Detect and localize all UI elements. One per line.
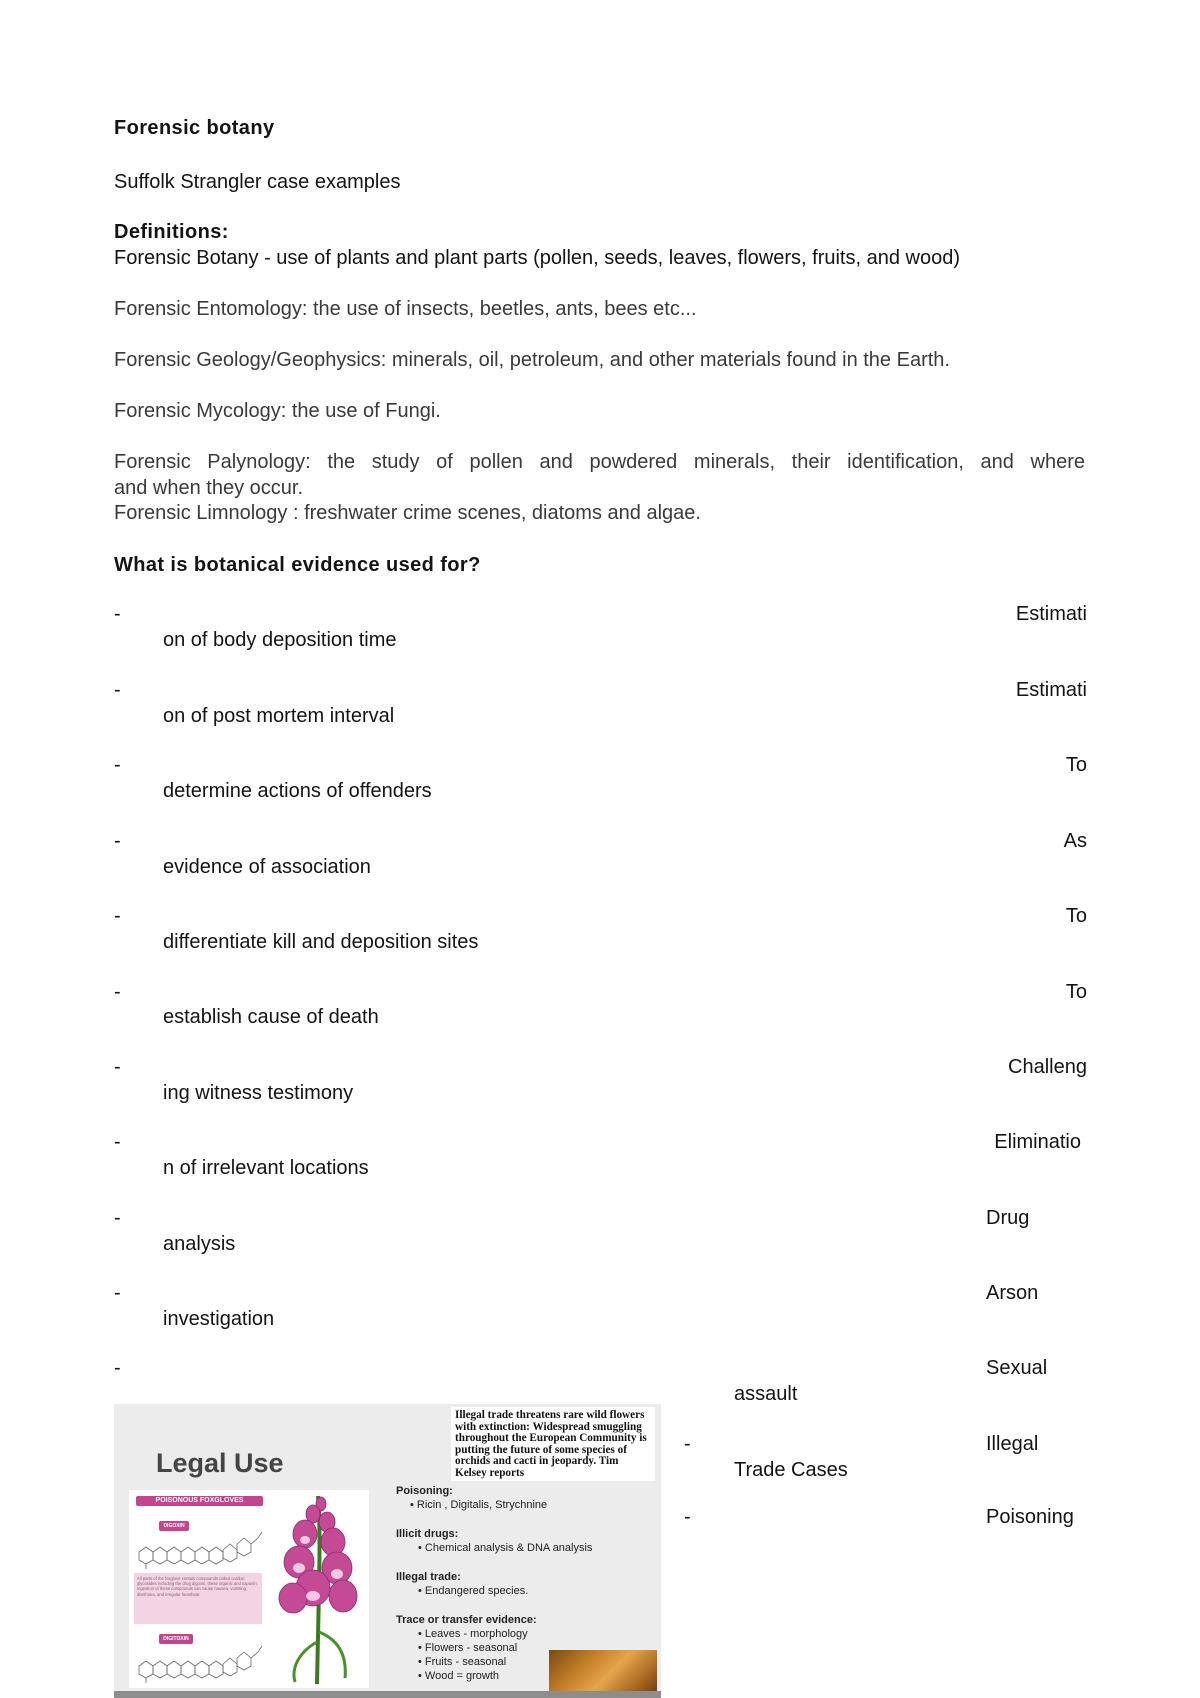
item-tail: analysis	[163, 1233, 236, 1255]
item-tail: establish cause of death	[163, 1006, 379, 1028]
item-head: Estimati	[1015, 603, 1087, 625]
definition-palynology-line2: and when they occur.	[114, 477, 304, 499]
molecule-structure-icon	[134, 1642, 264, 1684]
bullet-dash: -	[114, 830, 121, 852]
bullet-dash: -	[114, 679, 121, 701]
item-tail: on of body deposition time	[163, 629, 397, 651]
item-head: To	[1065, 981, 1087, 1003]
item-tail: investigation	[163, 1308, 275, 1330]
item-head: Estimati	[1015, 679, 1087, 701]
bullet-dash: -	[684, 1506, 691, 1528]
section-item: • Wood = growth	[418, 1670, 500, 1682]
section-item: • Flowers - seasonal	[418, 1642, 518, 1654]
page-title: Forensic botany	[114, 117, 275, 139]
bullet-dash: -	[114, 603, 121, 625]
section-item: • Endangered species.	[418, 1585, 529, 1597]
legal-use-slide	[114, 1404, 661, 1698]
item-head: To	[1065, 754, 1087, 776]
slide-bottom-bar	[114, 1691, 661, 1698]
bullet-dash: -	[684, 1433, 691, 1455]
newspaper-clipping: Illegal trade threatens rare wild flowers with extinction: Widespread smuggling throughout the European Community is putting the future of some species of orchids and cacti in jeopardy. Tim Kelsey reports	[451, 1407, 655, 1481]
poisonous-foxgloves-label: POISONOUS FOXGLOVES	[136, 1496, 263, 1506]
bullet-dash: -	[114, 905, 121, 927]
definition-mycology: Forensic Mycology: the use of Fungi.	[114, 400, 441, 422]
bullet-dash: -	[114, 1357, 121, 1379]
item-head: Illegal	[986, 1433, 1039, 1455]
item-head: Arson	[986, 1282, 1039, 1304]
item-tail: Trade Cases	[734, 1459, 848, 1481]
section-item: • Chemical analysis & DNA analysis	[418, 1542, 593, 1554]
section-item: • Ricin , Digitalis, Strychnine	[410, 1499, 548, 1511]
foxglove-panel	[129, 1490, 369, 1688]
bullet-dash: -	[114, 981, 121, 1003]
slide-title: Legal Use	[156, 1448, 284, 1478]
item-tail: differentiate kill and deposition sites	[163, 931, 479, 953]
bullet-dash: -	[114, 1056, 121, 1078]
section-item: • Fruits - seasonal	[418, 1656, 507, 1668]
item-head: As	[1063, 830, 1087, 852]
section-heading: Illegal trade:	[396, 1571, 461, 1583]
foxglove-description: All parts of the foxglove contain compounds called cardiac glycosides including the drug digoxin, these organic and saponin. Ingestion of these compounds can cause nausea, vomiting, diarrhoea, and irregular heartbeat.	[134, 1573, 262, 1624]
uses-heading: What is botanical evidence used for?	[114, 554, 481, 576]
section-heading: Poisoning:	[396, 1485, 453, 1497]
foxglove-flower-icon	[269, 1492, 367, 1686]
subtitle: Suffolk Strangler case examples	[114, 171, 401, 193]
item-head: Sexual	[986, 1357, 1048, 1379]
digitoxin-label: DIGITOXIN	[159, 1634, 193, 1644]
item-tail: on of post mortem interval	[163, 705, 395, 727]
section-item: • Leaves - morphology	[418, 1628, 528, 1640]
section-heading: Illicit drugs:	[396, 1528, 459, 1540]
item-head: To	[1065, 905, 1087, 927]
definition-entomology: Forensic Entomology: the use of insects, beetles, ants, bees etc...	[114, 298, 697, 320]
item-tail: determine actions of offenders	[163, 780, 432, 802]
evidence-photo	[549, 1650, 657, 1696]
item-tail: evidence of association	[163, 856, 371, 878]
item-tail: assault	[734, 1383, 798, 1405]
item-head: Poisoning	[986, 1506, 1074, 1528]
bullet-dash: -	[114, 1207, 121, 1229]
definition-palynology-line1: Forensic Palynology: the study of pollen and powdered minerals, their identification, and where	[114, 451, 1085, 473]
definitions-heading: Definitions:	[114, 221, 229, 243]
definition-geology: Forensic Geology/Geophysics: minerals, oil, petroleum, and other materials found in the Earth.	[114, 349, 950, 371]
item-tail: n of irrelevant locations	[163, 1157, 369, 1179]
section-heading: Trace or transfer evidence:	[396, 1614, 537, 1626]
molecule-structure-icon	[134, 1530, 264, 1570]
definition-limnology: Forensic Limnology : freshwater crime scenes, diatoms and algae.	[114, 502, 701, 524]
definition-botany: Forensic Botany - use of plants and plant parts (pollen, seeds, leaves, flowers, fruits, and wood)	[114, 247, 960, 269]
bullet-dash: -	[114, 1282, 121, 1304]
item-tail: ing witness testimony	[163, 1082, 354, 1104]
bullet-dash: -	[114, 754, 121, 776]
digoxin-label: DIGOXIN	[159, 1521, 189, 1531]
bullet-dash: -	[114, 1131, 121, 1153]
item-head: Challeng	[1008, 1056, 1087, 1078]
item-head: Drug	[986, 1207, 1030, 1229]
item-head: Eliminatio	[994, 1131, 1081, 1153]
